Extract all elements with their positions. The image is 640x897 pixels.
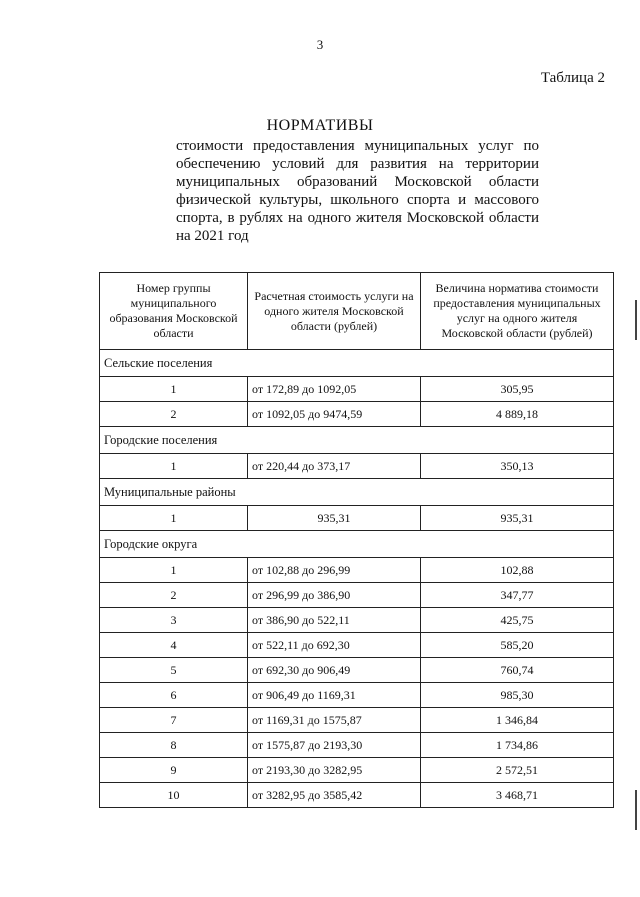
table-row: [100, 633, 614, 658]
range-cell: от 692,30 до 906,49: [248, 658, 421, 683]
group-cell: 1: [100, 454, 248, 479]
range-cell: от 102,88 до 296,99: [248, 558, 421, 583]
document-subtitle: стоимости предоставления муниципальных услуг по обеспечению условий для развития на территории муниципальных образований Московской области физической культуры, школьного спорта и массового спорта, в рублях на одного жителя Московской области на 2021 год: [176, 138, 539, 244]
table-row: [100, 658, 614, 683]
table-row: [100, 377, 614, 402]
table-row: [100, 758, 614, 783]
section-title-okrugs: Городские округа: [100, 531, 614, 558]
range-cell: от 1575,87 до 2193,30: [248, 733, 421, 758]
range-cell: от 386,90 до 522,11: [248, 608, 421, 633]
header-cost: Расчетная стоимость услуги на одного жителя Московской области (рублей): [248, 273, 421, 350]
group-cell: 1: [100, 558, 248, 583]
range-cell: от 1092,05 до 9474,59: [248, 402, 421, 427]
group-cell: 8: [100, 733, 248, 758]
value-cell: 425,75: [421, 608, 614, 633]
group-cell: 3: [100, 608, 248, 633]
table-header-row: [100, 273, 614, 350]
section-row-districts: [100, 479, 614, 506]
value-cell: 935,31: [421, 506, 614, 531]
range-cell: 935,31: [248, 506, 421, 531]
table-row: [100, 708, 614, 733]
scan-margin-mark: [635, 790, 637, 830]
value-cell: 985,30: [421, 683, 614, 708]
group-cell: 2: [100, 402, 248, 427]
scan-margin-mark: [635, 300, 637, 340]
value-cell: 350,13: [421, 454, 614, 479]
group-cell: 1: [100, 506, 248, 531]
section-row-urban: [100, 427, 614, 454]
table-label: Таблица 2: [540, 70, 605, 86]
table-row: [100, 454, 614, 479]
header-group: Номер группы муниципального образования Московской области: [100, 273, 248, 350]
value-cell: 347,77: [421, 583, 614, 608]
group-cell: 9: [100, 758, 248, 783]
value-cell: 305,95: [421, 377, 614, 402]
value-cell: 2 572,51: [421, 758, 614, 783]
range-cell: от 1169,31 до 1575,87: [248, 708, 421, 733]
group-cell: 10: [100, 783, 248, 808]
group-cell: 4: [100, 633, 248, 658]
section-title-urban: Городские поселения: [100, 427, 614, 454]
value-cell: 102,88: [421, 558, 614, 583]
table-row: [100, 506, 614, 531]
range-cell: от 522,11 до 692,30: [248, 633, 421, 658]
group-cell: 2: [100, 583, 248, 608]
section-row-rural: [100, 350, 614, 377]
group-cell: 5: [100, 658, 248, 683]
value-cell: 4 889,18: [421, 402, 614, 427]
range-cell: от 906,49 до 1169,31: [248, 683, 421, 708]
value-cell: 760,74: [421, 658, 614, 683]
norms-table: [99, 272, 614, 808]
page-number: 3: [316, 37, 324, 52]
header-norm: Величина норматива стоимости предоставления муниципальных услуг на одного жителя Московской области (рублей): [421, 273, 614, 350]
table-row: [100, 558, 614, 583]
range-cell: от 172,89 до 1092,05: [248, 377, 421, 402]
group-cell: 1: [100, 377, 248, 402]
table-row: [100, 683, 614, 708]
group-cell: 6: [100, 683, 248, 708]
range-cell: от 220,44 до 373,17: [248, 454, 421, 479]
range-cell: от 2193,30 до 3282,95: [248, 758, 421, 783]
document-title: НОРМАТИВЫ: [266, 117, 374, 134]
table-row: [100, 608, 614, 633]
value-cell: 1 346,84: [421, 708, 614, 733]
section-title-rural: Сельские поселения: [100, 350, 614, 377]
table-row: [100, 583, 614, 608]
table-row: [100, 733, 614, 758]
value-cell: 3 468,71: [421, 783, 614, 808]
value-cell: 585,20: [421, 633, 614, 658]
section-row-okrugs: [100, 531, 614, 558]
table-row: [100, 402, 614, 427]
value-cell: 1 734,86: [421, 733, 614, 758]
section-title-districts: Муниципальные районы: [100, 479, 614, 506]
table-row: [100, 783, 614, 808]
range-cell: от 3282,95 до 3585,42: [248, 783, 421, 808]
range-cell: от 296,99 до 386,90: [248, 583, 421, 608]
group-cell: 7: [100, 708, 248, 733]
